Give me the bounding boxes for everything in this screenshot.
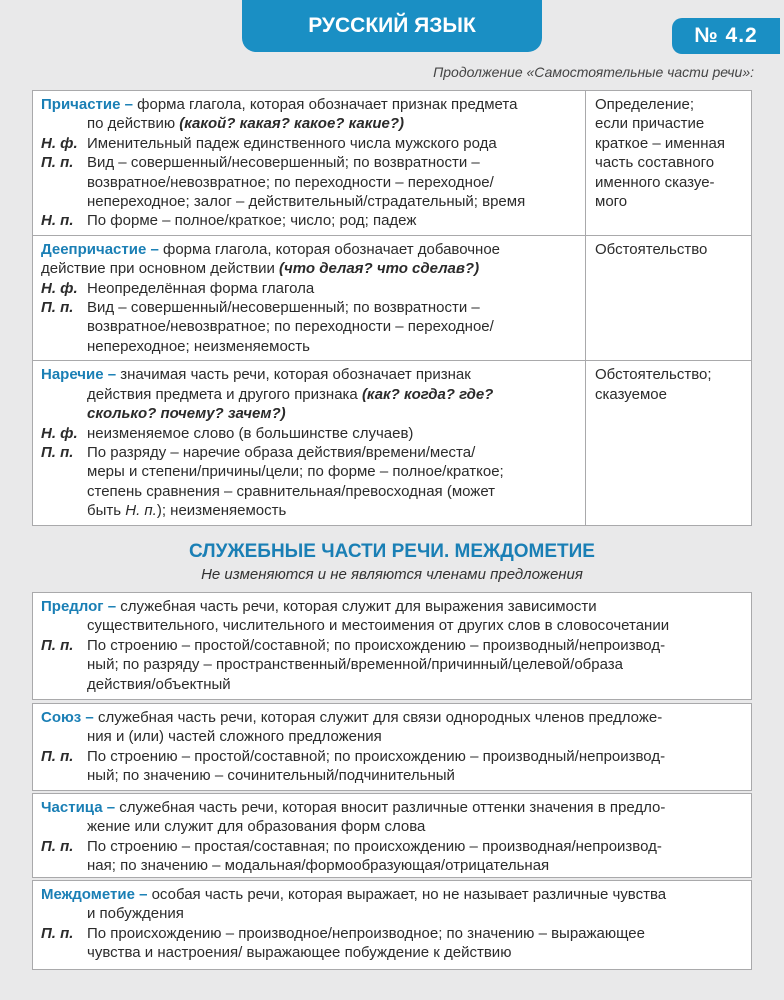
feature-text: Вид – совершенный/несовершенный; по возвратности – [87, 154, 480, 172]
interjection-box [32, 880, 752, 970]
question-text: (как? когда? где? [361, 385, 494, 403]
role-text: если причастие [595, 115, 705, 133]
feature-text: По разряду – наречие образа действия/времени/места/ [87, 443, 476, 461]
question-text: сколько? почему? зачем?) [87, 405, 286, 423]
definition-text: ния и (или) частей сложного предложения [87, 728, 382, 746]
participle-role [586, 91, 752, 236]
table-row [33, 91, 752, 236]
feature-text: По строению – простой/составной; по происхождению – производный/непроизвод- [87, 747, 666, 765]
definition-text: действие при основном действии [41, 260, 279, 278]
feature-text: По строению – простая/составная; по происхождению – производная/непроизвод- [87, 837, 662, 855]
label-pp: П. п. [41, 154, 74, 172]
adverb-description [33, 361, 586, 525]
definition-text: существительного, числительного и местоимения от других слов в словосочетании [87, 617, 670, 635]
label-pp: П. п. [41, 636, 74, 654]
feature-text: По происхождению – производное/непроизводное; по значению – выражающее [87, 924, 645, 942]
participle-description [33, 91, 586, 236]
feature-text: Н. п. [125, 502, 157, 520]
initial-form-text: Именительный падеж единственного числа мужского рода [87, 134, 497, 152]
term-heading: Деепричастие – [41, 240, 159, 258]
adverb-role [586, 361, 752, 525]
feature-text: ная; по значению – модальная/формообразующая/отрицательная [87, 857, 550, 875]
section-subtitle: Не изменяются и не являются членами предложения [201, 566, 583, 583]
feature-text: чувства и настроения/ выражающее побуждение к действию [87, 944, 512, 962]
definition-text: жение или служит для образования форм слова [87, 818, 426, 836]
definition-text: служебная часть речи, которая служит для связи однородных членов предложе- [93, 709, 663, 726]
feature-text: степень сравнения – сравнительная/превосходная (может [87, 482, 496, 500]
role-text: часть составного [595, 154, 715, 172]
feature-text: действия/объектный [87, 675, 231, 693]
subject-title-tab: РУССКИЙ ЯЗЫК [242, 0, 542, 52]
question-text: (какой? какая? какое? какие?) [179, 115, 405, 133]
definition-text: особая часть речи, которая выражает, но не называет различные чувства [147, 886, 667, 903]
term-heading: Предлог – [41, 598, 117, 615]
role-text: Определение; [595, 96, 695, 113]
label-nf: Н. ф. [41, 424, 78, 442]
role-text: именного сказуе- [595, 173, 715, 191]
label-pp: П. п. [41, 299, 74, 317]
page-number-badge: № 4.2 [672, 18, 780, 54]
conjunction-box [32, 703, 752, 791]
definition-text: служебная часть речи, которая вносит различные оттенки значения в предло- [115, 799, 666, 816]
term-heading: Причастие – [41, 96, 133, 113]
feature-text: быть [87, 502, 126, 520]
role-text: сказуемое [595, 385, 667, 403]
feature-text: возвратное/невозвратное; по переходности – переходное/ [87, 173, 494, 191]
feature-text: возвратное/невозвратное; по переходности – переходное/ [87, 318, 494, 336]
role-text: Обстоятельство; [595, 366, 712, 384]
term-heading: Наречие – [41, 366, 117, 384]
section-title: СЛУЖЕБНЫЕ ЧАСТИ РЕЧИ. МЕЖДОМЕТИЕ [189, 541, 595, 562]
feature-text: непереходное; залог – действительный/страдательный; время [87, 193, 526, 211]
definition-text: форма глагола, которая обозначает добавочное [158, 240, 501, 258]
label-pp: П. п. [41, 443, 74, 461]
initial-form-text: Неопределённая форма глагола [87, 279, 315, 297]
feature-text: ный; по значению – сочинительный/подчинительный [87, 767, 455, 785]
feature-text: По строению – простой/составной; по происхождению – производный/непроизвод- [87, 636, 666, 654]
role-text: мого [595, 193, 628, 211]
definition-text: служебная часть речи, которая служит для выражения зависимости [116, 598, 597, 615]
definition-text: и побуждения [87, 905, 184, 923]
definition-text: значимая часть речи, которая обозначает признак [116, 366, 471, 384]
preposition-box [32, 592, 752, 700]
definition-text: действия предмета и другого признака [87, 385, 362, 403]
label-nf: Н. ф. [41, 134, 78, 152]
question-text: (что делая? что сделав?) [279, 260, 480, 278]
label-pp: П. п. [41, 924, 74, 942]
term-heading: Междометие – [41, 886, 148, 903]
label-pp: П. п. [41, 747, 74, 765]
term-heading: Частица – [41, 799, 116, 816]
feature-text: ный; по разряду – пространственный/временной/причинный/целевой/образа [87, 656, 624, 674]
table-row [33, 361, 752, 525]
table-row [33, 235, 752, 360]
label-nf: Н. ф. [41, 279, 78, 297]
initial-form-text: неизменяемое слово (в большинстве случаев) [87, 424, 414, 442]
adverbial-participle-role [586, 235, 752, 360]
continuation-note: Продолжение «Самостоятельные части речи»: [433, 64, 754, 80]
label-pp: П. п. [41, 837, 74, 855]
definition-text: форма глагола, которая обозначает признак предмета [132, 96, 518, 113]
label-np: Н. п. [41, 212, 74, 230]
adverbial-participle-description [33, 235, 586, 360]
feature-text: Вид – совершенный/несовершенный; по возвратности – [87, 299, 480, 317]
feature-text: меры и степени/причины/цели; по форме – полное/краткое; [87, 463, 504, 481]
role-text: Обстоятельство [595, 240, 708, 258]
feature-text: По форме – полное/краткое; число; род; падеж [87, 212, 417, 230]
independent-parts-table [32, 90, 752, 526]
feature-text: непереходное; неизменяемость [87, 337, 310, 355]
term-heading: Союз – [41, 709, 94, 726]
role-text: краткое – именная [595, 134, 725, 152]
feature-text: ); неизменяемость [156, 502, 287, 520]
particle-box [32, 793, 752, 878]
definition-text: по действию [87, 115, 180, 133]
